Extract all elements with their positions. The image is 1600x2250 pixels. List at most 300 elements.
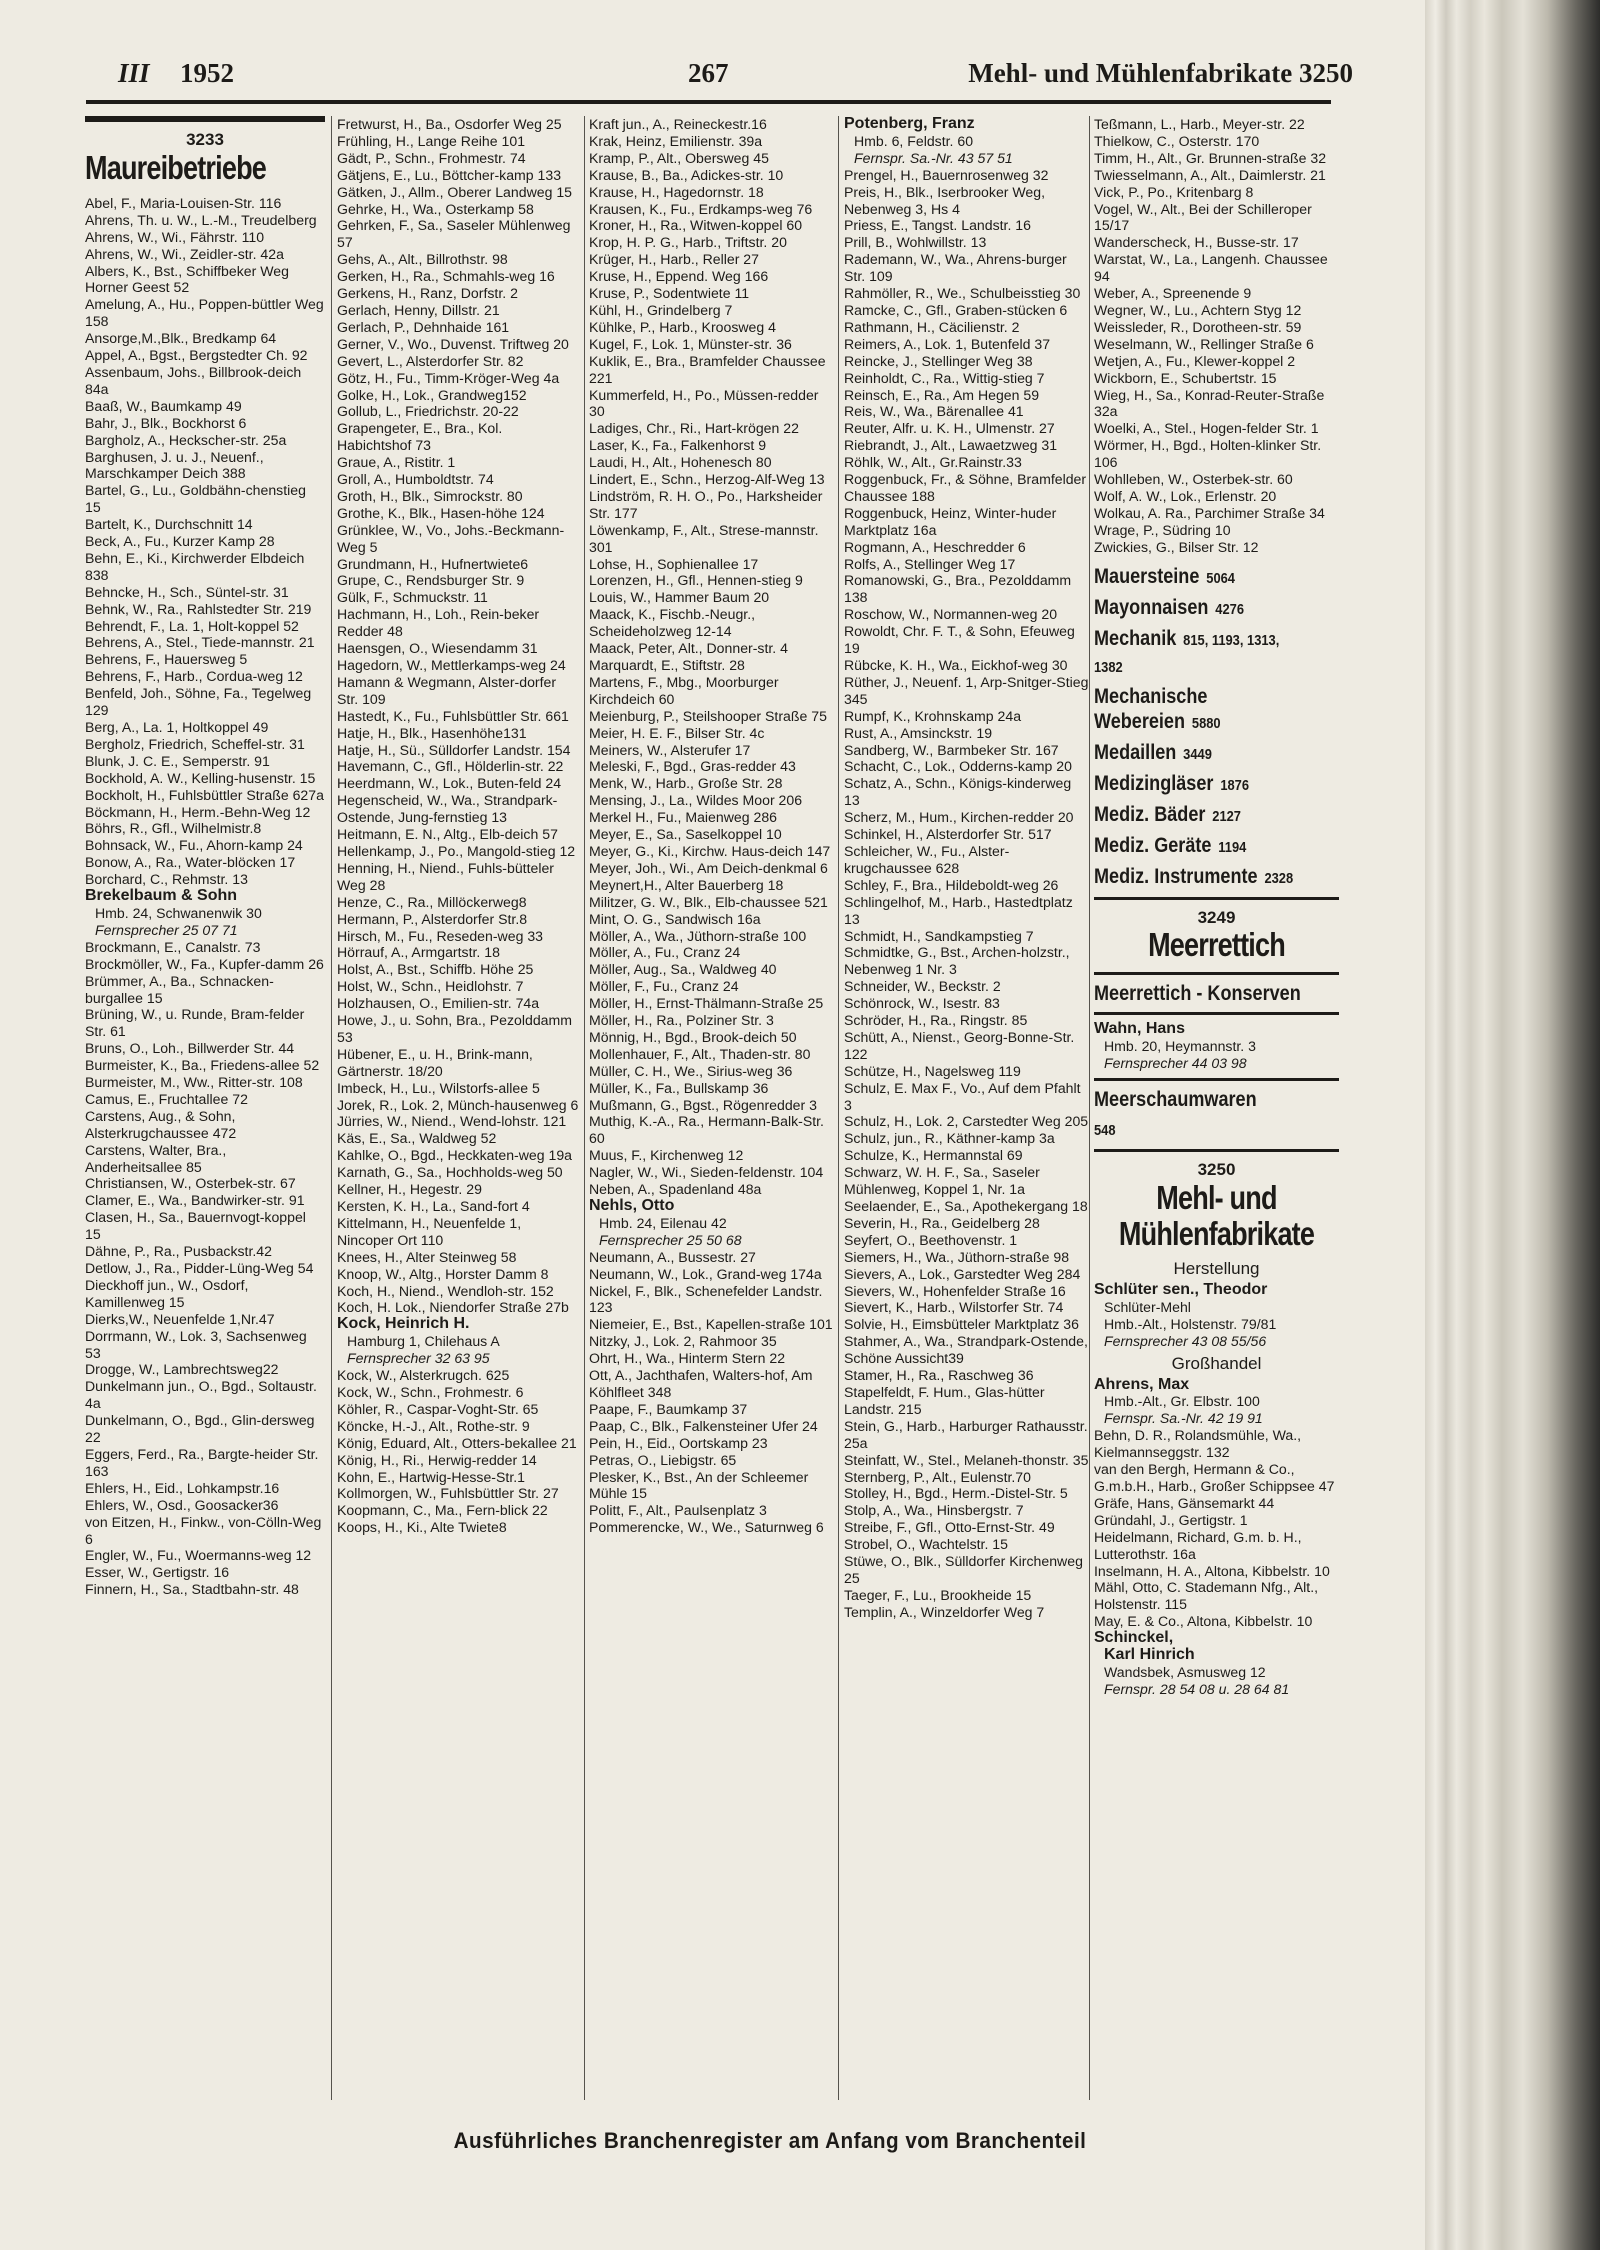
category-number (1094, 1116, 1305, 1143)
entry: Gerken, H., Ra., Schmahls-weg 16 (337, 268, 555, 285)
entry: Dieckhoff jun., W., Osdorf, Kamillenweg 15 (85, 1276, 249, 1310)
entry: Nagler, W., Wi., Sieden-feldenstr. 104 (589, 1164, 824, 1181)
entry: Priess, E., Tangst. Landstr. 16 (844, 217, 1031, 234)
featured-entry-name: Wahn, Hans (1094, 1020, 1185, 1038)
entry: Schulze, K., Hermannstal 69 (844, 1147, 1023, 1164)
entry: Stapelfeldt, F. Hum., Glas-hütter Landstr. 215 (844, 1383, 1045, 1417)
entry: Burmeister, M., Ww., Ritter-str. 108 (85, 1074, 303, 1091)
entry: Inselmann, H. A., Altona, Kibbelstr. 10 (1094, 1562, 1330, 1579)
category-name: Mediz. Geräte (1094, 833, 1212, 857)
entry: Wörmer, H., Bgd., Holten-klinker Str. 106 (1094, 437, 1322, 471)
featured-entry-details (1094, 1299, 1339, 1350)
entry: Henze, C., Ra., Millöckerweg8 (337, 893, 527, 910)
entry: Nitzky, J., Lok. 2, Rahmoor 35 (589, 1333, 777, 1350)
entry: Romanowski, G., Bra., Pezolddamm 138 (844, 572, 1072, 606)
featured-entry-name: Potenberg, Franz (844, 116, 975, 132)
column-4 (843, 116, 1089, 2100)
entry: Behn, E., Ki., Kirchwerder Elbdeich 838 (85, 549, 305, 583)
category-name: Meerschaumwaren (1094, 1088, 1257, 1112)
entry: Schulz, E. Max F., Vo., Auf dem Pfahlt 3 (844, 1079, 1081, 1113)
entry: Gevert, L., Alsterdorfer Str. 82 (337, 352, 524, 369)
category-name: Mechanik (1094, 626, 1177, 650)
entry: Beck, A., Fu., Kurzer Kamp 28 (85, 533, 275, 550)
section-number: 3233 (186, 130, 224, 149)
entry: Meier, H. E. F., Bilser Str. 4c (589, 724, 765, 741)
entry: Brockmann, E., Canalstr. 73 (85, 938, 261, 955)
entry: Wrage, P., Südring 10 (1094, 521, 1231, 538)
entry: Müller, C. H., We., Sirius-weg 36 (589, 1062, 793, 1079)
entry: Stolley, H., Bgd., Herm.-Distel-Str. 5 (844, 1485, 1068, 1502)
entry: Neumann, A., Bussestr. 27 (589, 1248, 756, 1265)
entry: Menk, W., Harb., Große Str. 28 (589, 775, 783, 792)
entry: Gerlach, P., Dehnhaide 161 (337, 318, 510, 335)
category-heading (1094, 833, 1305, 860)
category-name: Medizingläser (1094, 771, 1214, 795)
entry: Gätken, J., Allm., Oberer Landweg 15 (337, 183, 573, 200)
entry: Lorenzen, H., Gfl., Hennen-stieg 9 (589, 572, 803, 589)
entry: Meyer, E., Sa., Saselkoppel 10 (589, 826, 782, 843)
entry: Rumpf, K., Krohnskamp 24a (844, 707, 1022, 724)
entry: Gerkens, H., Ranz, Dorfstr. 2 (337, 285, 518, 302)
featured-entry-details (589, 1215, 834, 1249)
entry: Karnath, G., Sa., Hochholds-weg 50 (337, 1164, 563, 1181)
entry: Behrens, A., Stel., Tiede-mannstr. 21 (85, 634, 315, 651)
category-name: Mauersteine (1094, 564, 1200, 588)
entry: Hirsch, M., Fu., Reseden-weg 33 (337, 927, 544, 944)
entry: Rüther, J., Neuenf. 1, Arp-Snitger-Stieg 345 (844, 673, 1089, 707)
entry: Christiansen, W., Osterbek-str. 67 (85, 1175, 296, 1192)
category-heading (1094, 626, 1305, 680)
featured-entry-details (844, 133, 1089, 167)
entry: Rolfs, A., Stellinger Weg 17 (844, 555, 1016, 572)
entry: Groll, A., Humboldtstr. 74 (337, 471, 494, 488)
entry: Seyfert, O., Beethovenstr. 1 (844, 1231, 1018, 1248)
entry: Haensgen, O., Wiesendamm 31 (337, 640, 538, 657)
entry: Marquardt, E., Stiftstr. 28 (589, 657, 745, 673)
entry-detail: Fernsprecher 43 08 55/56 (1104, 1332, 1267, 1349)
entry: Mollenhauer, F., Alt., Thaden-str. 80 (589, 1045, 811, 1062)
entry: Ahrens, W., Wi., Zeidler-str. 42a (85, 245, 284, 262)
entry: Möller, H., Ernst-Thälmann-Straße 25 (589, 995, 824, 1012)
entry: Bergholz, Friedrich, Scheffel-str. 31 (85, 735, 305, 752)
entry: Schacht, C., Lok., Odderns-kamp 20 (844, 758, 1072, 775)
category-heading (1094, 1087, 1305, 1112)
entry: Kollmorgen, W., Fuhlsbüttler Str. 27 (337, 1485, 559, 1502)
entry: Wickborn, E., Schubertstr. 15 (1094, 369, 1277, 386)
featured-entry-details (1094, 1664, 1339, 1698)
entry: Kramp, P., Alt., Obersweg 45 (589, 149, 769, 166)
entry: Möller, F., Fu., Cranz 24 (589, 978, 739, 995)
entry: Weselmann, W., Rellinger Straße 6 (1094, 335, 1314, 352)
category-ref: 2328 (1264, 869, 1294, 887)
entry: Holzhausen, O., Emilien-str. 74a (337, 995, 540, 1012)
entry: Kittelmann, H., Neuenfelde 1, Nincoper Ort 110 (337, 1214, 522, 1248)
column-divider (838, 116, 839, 2100)
column-1 (84, 116, 325, 2100)
entry: Weissleder, R., Dorotheen-str. 59 (1094, 318, 1302, 335)
category-ref: 2127 (1212, 807, 1241, 825)
entry: Hatje, H., Blk., Hasenhöhe131 (337, 724, 527, 741)
entry: Gehrken, F., Sa., Saseler Mühlenweg 57 (337, 217, 571, 251)
entry: Burmeister, K., Ba., Friedens-allee 52 (85, 1057, 320, 1074)
entry: Hellenkamp, J., Po., Mangold-stieg 12 (337, 842, 576, 859)
entry: Schmidt, H., Sandkampstieg 7 (844, 927, 1034, 944)
entry: Templin, A., Winzeldorfer Weg 7 (844, 1603, 1045, 1620)
entry: Möller, A., Wa., Jüthorn-straße 100 (589, 927, 807, 944)
entry-detail: Hmb.-Alt., Gr. Elbstr. 100 (1104, 1393, 1260, 1410)
category-name: Mechanische Webereien (1094, 684, 1208, 733)
entry: Holst, A., Bst., Schiffb. Höhe 25 (337, 961, 534, 978)
column-2 (336, 116, 579, 2100)
entry: Appel, A., Bgst., Bergstedter Ch. 92 (85, 347, 308, 364)
section-rule (1094, 972, 1339, 975)
entry: Mensing, J., La., Wildes Moor 206 (589, 792, 803, 809)
section-number: 3250 (1197, 1160, 1236, 1180)
entry-detail: Fernsprecher 25 07 71 (95, 921, 238, 938)
entry: Hastedt, K., Fu., Fuhlsbüttler Str. 661 (337, 707, 569, 724)
volume-number: III (118, 58, 150, 88)
featured-entry-details (1094, 1393, 1339, 1427)
entry: Sandberg, W., Barmbeker Str. 167 (844, 741, 1059, 758)
entry: Hermann, P., Alsterdorfer Str.8 (337, 910, 528, 927)
entry-list (1094, 116, 1339, 556)
entry: Hegenscheid, W., Wa., Strandpark-Ostende, Jung-fernstieg 13 (337, 792, 558, 826)
entry: Detlow, J., Ra., Pidder-Lüng-Weg 54 (85, 1260, 314, 1276)
entry: Militzer, G. W., Blk., Elb-chaussee 521 (589, 893, 828, 910)
entry: Siemers, H., Wa., Jüthorn-straße 98 (844, 1248, 1070, 1265)
entry: Ehlers, W., Osd., Goosacker36 (85, 1496, 279, 1513)
entry: Paape, F., Baumkamp 37 (589, 1400, 748, 1417)
entry: Jorek, R., Lok. 2, Münch-hausenweg 6 (337, 1096, 579, 1113)
subsection-label: Großhandel (1171, 1353, 1262, 1373)
category-name: Mediz. Bäder (1094, 802, 1206, 826)
entry: Solvie, H., Eimsbütteler Marktplatz 36 (844, 1316, 1079, 1333)
category-heading (1094, 802, 1305, 829)
entry: Maack, Peter, Alt., Donner-str. 4 (589, 640, 788, 657)
entry: Dorrmann, W., Lok. 3, Sachsenweg 53 (85, 1327, 307, 1361)
entry: Schneider, W., Beckstr. 2 (844, 978, 1001, 995)
entry: Gätjens, E., Lu., Böttcher-kamp 133 (337, 166, 562, 183)
entry: Mähl, Otto, C. Stademann Nfg., Alt., Holstenstr. 115 (1094, 1579, 1319, 1613)
entry: Muus, F., Kirchenweg 12 (589, 1147, 744, 1164)
section-rule (85, 116, 325, 122)
page-number: 267 (688, 58, 729, 88)
entry: Reincke, J., Stellinger Weg 38 (844, 352, 1033, 369)
column-divider (1089, 116, 1090, 2100)
entry: Lindert, E., Schn., Herzog-Alf-Weg 13 (589, 471, 825, 488)
entry: Prengel, H., Bauernrosenweg 32 (844, 166, 1049, 183)
entry-detail: Fernspr. 28 54 08 u. 28 64 81 (1104, 1680, 1290, 1697)
entry: König, H., Ri., Herwig-redder 14 (337, 1451, 537, 1468)
entry: Rademann, W., Wa., Ahrens-burger Str. 109 (844, 251, 1067, 285)
featured-entry-name: Ahrens, Max (1094, 1375, 1190, 1393)
entry: Neumann, W., Lok., Grand-weg 174a (589, 1265, 822, 1282)
entry: Brüning, W., u. Runde, Bram-felder Str. 61 (85, 1006, 305, 1040)
entry: Gülk, F., Schmuckstr. 11 (337, 589, 488, 606)
year: 1952 (180, 58, 234, 88)
entry: Heidelmann, Richard, G.m. b. H., Lutterothstr. 16a (1094, 1528, 1302, 1562)
category-heading (1094, 684, 1305, 736)
subsection-heading: Meerrettich - Konserven (1094, 982, 1301, 1006)
category-ref: 548 (1094, 1122, 1116, 1140)
entry: Krak, Heinz, Emilienstr. 39a (589, 132, 763, 149)
entry: Stüwe, O., Blk., Sülldorfer Kirchenweg 25 (844, 1553, 1083, 1586)
entry: Behn, D. R., Rolandsmühle, Wa., Kielmannseggstr. 132 (1094, 1427, 1302, 1461)
entry: Kahlke, O., Bgd., Heckkaten-weg 19a (337, 1147, 573, 1164)
entry: Carstens, Aug., & Sohn, Alsterkrugchaussee 472 (85, 1107, 237, 1141)
entry: Böckmann, H., Herm.-Behn-Weg 12 (85, 803, 311, 820)
entry: Stamer, H., Ra., Raschweg 36 (844, 1367, 1034, 1384)
entry: Kuklik, E., Bra., Bramfelder Chaussee 221 (589, 352, 826, 386)
entry: Bartelt, K., Durchschnitt 14 (85, 516, 253, 533)
section-heading: Mühlenfabrikate (1118, 1215, 1315, 1253)
entry: Bruns, O., Loh., Billwerder Str. 44 (85, 1040, 295, 1057)
category-name: Medaillen (1094, 740, 1177, 764)
entry: Wolkau, A. Ra., Parchimer Straße 34 (1094, 504, 1325, 521)
entry: Hatje, H., Sü., Sülldorfer Landstr. 154 (337, 741, 571, 758)
entry: Dierks,W., Neuenfelde 1,Nr.47 (85, 1310, 275, 1327)
entry-list (589, 116, 834, 1198)
entry: Amelung, A., Hu., Poppen-büttler Weg 158 (85, 296, 324, 330)
entry: Dunkelmann jun., O., Bgd., Soltaustr. 4a (85, 1378, 317, 1412)
entry: Kroner, H., Ra., Witwen-koppel 60 (589, 217, 803, 234)
entry: Käs, E., Sa., Waldweg 52 (337, 1130, 497, 1147)
entry: Schulz, H., Lok. 2, Carstedter Weg 205 (844, 1113, 1089, 1130)
entry: Mönnig, H., Bgd., Brook-deich 50 (589, 1028, 797, 1045)
entry: Mint, O. G., Sandwisch 16a (589, 910, 761, 927)
entry: Knoop, W., Altg., Horster Damm 8 (337, 1265, 549, 1282)
entry: Laudi, H., Alt., Hohenesch 80 (589, 454, 772, 471)
entry-detail: Fernsprecher 25 50 68 (599, 1231, 742, 1248)
entry: Grundmann, H., Hufnertwiete6 (337, 555, 529, 572)
entry: Kugel, F., Lok. 1, Münster-str. 36 (589, 335, 792, 352)
entry: Pommerencke, W., We., Saturnweg 6 (589, 1519, 824, 1536)
entry: Louis, W., Hammer Baum 20 (589, 589, 770, 606)
entry-list (85, 939, 325, 1598)
entry: Reinholdt, C., Ra., Wittig-stieg 7 (844, 369, 1045, 386)
entry: Köncke, H.-J., Alt., Rothe-str. 9 (337, 1417, 530, 1434)
entry: Wolf, A. W., Lok., Erlenstr. 20 (1094, 487, 1277, 504)
entry: Steinfatt, W., Stel., Melaneh-thonstr. 35 (844, 1451, 1089, 1468)
entry: Ahrens, W., Wi., Fährstr. 110 (85, 228, 265, 245)
page-header (118, 58, 1353, 98)
entry: Krüger, H., Harb., Reller 27 (589, 251, 759, 268)
entry: Möller, H., Ra., Polziner Str. 3 (589, 1012, 774, 1029)
entry: Rowoldt, Chr. F. T., & Sohn, Efeuweg 19 (844, 623, 1075, 657)
entry: Paap, C., Blk., Falkensteiner Ufer 24 (589, 1417, 818, 1434)
entry: Grünklee, W., Vo., Johs.-Beckmann-Weg 5 (337, 521, 565, 555)
entry: Barghusen, J. u. J., Neuenf., Marschkamper Deich 388 (85, 448, 264, 482)
entry: Warstat, W., La., Langenh. Chaussee 94 (1094, 251, 1328, 285)
entry: Wohlleben, W., Osterbek-str. 60 (1094, 471, 1293, 488)
subsection-label: Herstellung (1173, 1259, 1260, 1279)
entry: von Eitzen, H., Finkw., von-Cölln-Weg 6 (85, 1513, 322, 1547)
entry: Havemann, C., Gfl., Hölderlin-str. 22 (337, 758, 564, 775)
entry: Schönrock, W., Isestr. 83 (844, 995, 1000, 1012)
entry: Ohrt, H., Wa., Hinterm Stern 22 (589, 1350, 786, 1367)
entry: Heitmann, E. N., Altg., Elb-deich 57 (337, 826, 558, 843)
entry: Ladiges, Chr., Ri., Hart-krögen 22 (589, 420, 799, 437)
entry: Gräfe, Hans, Gänsemarkt 44 (1094, 1494, 1275, 1511)
column-divider (584, 116, 585, 2100)
featured-entry-details (337, 1333, 579, 1367)
column-5 (1093, 116, 1339, 2100)
entry-detail: Hmb.-Alt., Holstenstr. 79/81 (1104, 1315, 1277, 1332)
entry: Schröder, H., Ra., Ringstr. 85 (844, 1012, 1028, 1029)
entry: Martens, F., Mbg., Moorburger Kirchdeich 60 (589, 673, 779, 707)
entry-detail: Hmb. 24, Schwanenwik 30 (95, 904, 262, 921)
entry: Bartel, G., Lu., Goldbähn-chenstieg 15 (85, 482, 306, 516)
entry: Meyer, Joh., Wi., Am Deich-denkmal 6 (589, 859, 828, 876)
section-heading: Mehl- und (1156, 1179, 1277, 1217)
category-heading (1094, 771, 1305, 798)
entry: Möller, Aug., Sa., Waldweg 40 (589, 961, 777, 978)
entry: Mußmann, G., Bgst., Rögenredder 3 (589, 1096, 817, 1113)
entry: Koch, H., Niend., Wendloh-str. 152 (337, 1282, 554, 1299)
entry: Koch, H. Lok., Niendorfer Straße 27b (337, 1299, 569, 1316)
entry: Kummerfeld, H., Po., Müssen-redder 30 (589, 386, 819, 420)
entry: Rathmann, H., Cäcilienstr. 2 (844, 318, 1020, 335)
entry: Schmidtke, G., Bst., Archen-holzstr., Nebenweg 1 Nr. 3 (844, 944, 1070, 978)
entry: Behrens, F., Harb., Cordua-weg 12 (85, 668, 303, 685)
entry: Röhlk, W., Alt., Gr.Rainstr.33 (844, 454, 1022, 471)
entry: Vick, P., Po., Kritenbarg 8 (1094, 183, 1254, 200)
entry-detail: Hmb. 24, Eilenau 42 (599, 1214, 727, 1231)
entry: Finnern, H., Sa., Stadtbahn-str. 48 (85, 1581, 299, 1598)
category-ref: 4276 (1215, 600, 1245, 618)
entry: Götz, H., Fu., Timm-Kröger-Weg 4a (337, 369, 560, 386)
entry: Ahrens, Th. u. W., L.-M., Treudelberg (85, 211, 317, 228)
entry: Roschow, W., Normannen-weg 20 (844, 606, 1058, 623)
entry: Clasen, H., Sa., Bauernvogt-koppel 15 (85, 1209, 306, 1243)
entry: Prill, B., Wohlwillstr. 13 (844, 234, 987, 251)
entry: Hübener, E., u. H., Brink-mann, Gärtnerstr. 18/20 (337, 1045, 533, 1079)
entry: Twiesselmann, A., Alt., Daimlerstr. 21 (1094, 166, 1326, 183)
entry: Kellner, H., Hegestr. 29 (337, 1181, 482, 1198)
entry: Bahr, J., Blk., Bockhorst 6 (85, 414, 247, 431)
entry: Drogge, W., Lambrechtsweg22 (85, 1361, 279, 1378)
entry: Hagedorn, W., Mettlerkamps-weg 24 (337, 657, 566, 673)
entry: Strobel, O., Wachtelstr. 15 (844, 1536, 1008, 1553)
featured-entry-name: Nehls, Otto (589, 1197, 675, 1214)
entry: Meiners, W., Alsterufer 17 (589, 741, 751, 758)
entry: Nickel, F., Blk., Schenefelder Landstr. 123 (589, 1282, 823, 1316)
entry-detail: Hmb. 6, Feldstr. 60 (854, 132, 974, 149)
entry: Scherz, M., Hum., Kirchen-redder 20 (844, 809, 1074, 826)
column-divider (331, 116, 332, 2100)
entry-list (85, 195, 325, 888)
entry: Grothe, K., Blk., Hasen-höhe 124 (337, 504, 545, 521)
category-heading (1094, 564, 1305, 591)
entry: Wieg, H., Sa., Konrad-Reuter-Straße 32a (1094, 386, 1325, 420)
entry: Grapengeter, E., Bra., Kol. Habichtshof 73 (337, 420, 503, 454)
entry: Kraft jun., A., Reineckestr.16 (589, 116, 767, 132)
entry: Meienburg, P., Steilshooper Straße 75 (589, 707, 827, 724)
entry: Timm, H., Alt., Gr. Brunnen-straße 32 (1094, 149, 1327, 166)
entry: Rahmöller, R., We., Schulbeisstieg 30 (844, 285, 1081, 302)
entry: Bockhold, A. W., Kelling-husenstr. 15 (85, 769, 316, 786)
entry: Schütt, A., Nienst., Georg-Bonne-Str. 122 (844, 1028, 1075, 1062)
page-edge (1425, 0, 1600, 2250)
entry: Abel, F., Maria-Louisen-Str. 116 (85, 194, 282, 211)
category-heading (1094, 740, 1305, 767)
entry: Gründahl, J., Gertigstr. 1 (1094, 1511, 1248, 1528)
entry: Jürries, W., Niend., Wend-lohstr. 121 (337, 1113, 567, 1130)
entry: Grupe, C., Rendsburger Str. 9 (337, 572, 525, 589)
entry: Streibe, F., Gfl., Otto-Ernst-Str. 49 (844, 1519, 1055, 1536)
entry: Politt, F., Alt., Paulsenplatz 3 (589, 1502, 767, 1519)
entry: Schütze, H., Nagelsweg 119 (844, 1062, 1021, 1079)
entry: Baaß, W., Baumkamp 49 (85, 397, 242, 414)
category-list (1094, 564, 1339, 891)
entry: Imbeck, H., Lu., Wilstorfs-allee 5 (337, 1079, 540, 1096)
entry: Ott, A., Jachthafen, Walters-hof, Am Köhlfleet 348 (589, 1367, 813, 1400)
entry-detail: Schlüter-Mehl (1104, 1298, 1191, 1315)
entry: Kock, W., Alsterkrugch. 625 (337, 1367, 510, 1384)
entry: Reimers, A., Lok. 1, Butenfeld 37 (844, 335, 1051, 352)
entry: Fretwurst, H., Ba., Osdorfer Weg 25 (337, 116, 562, 132)
entry: Taeger, F., Lu., Brookheide 15 (844, 1586, 1032, 1603)
entry: Rübcke, K. H., Wa., Eickhof-weg 30 (844, 657, 1068, 673)
entry: Reuter, Alfr. u. K. H., Ulmenstr. 27 (844, 420, 1055, 437)
entry: Reinsch, E., Ra., Am Hegen 59 (844, 386, 1040, 403)
category-ref: 815, 1193, 1313, 1382 (1094, 631, 1280, 676)
entry: Blunk, J. C. E., Semperstr. 91 (85, 752, 270, 769)
entry: Brockmöller, W., Fa., Kupfer-damm 26 (85, 955, 324, 972)
featured-entry-name: Brekelbaum & Sohn (85, 887, 238, 905)
entry: Assenbaum, Johs., Billbrook-deich 84a (85, 363, 302, 397)
entry: Kühlke, P., Harb., Kroosweg 4 (589, 318, 776, 335)
entry: Meynert,H., Alter Bauerberg 18 (589, 876, 784, 893)
entry: Schleicher, W., Fu., Alster-krugchaussee 628 (844, 842, 1010, 876)
category-name: Mediz. Instrumente (1094, 864, 1258, 888)
section-rule (1094, 1149, 1339, 1152)
entry: Borchard, C., Rehmstr. 13 (85, 871, 248, 888)
entry: Gädt, P., Schn., Frohmestr. 74 (337, 149, 526, 166)
entry: Gehs, A., Alt., Billrothstr. 98 (337, 251, 508, 268)
entry: van den Bergh, Hermann & Co., G.m.b.H., Harb., Großer Schippsee 47 (1094, 1461, 1335, 1494)
entry: Pein, H., Eid., Oortskamp 23 (589, 1434, 768, 1451)
entry: Behncke, H., Sch., Süntel-str. 31 (85, 583, 289, 600)
entry: Sievert, K., Harb., Wilstorfer Str. 74 (844, 1299, 1064, 1316)
entry: Meyer, G., Ki., Kirchw. Haus-deich 147 (589, 842, 831, 859)
entry: Bohnsack, W., Fu., Ahorn-kamp 24 (85, 837, 303, 854)
entry: Bargholz, A., Heckscher-str. 25a (85, 431, 287, 448)
entry-list (1094, 1427, 1339, 1630)
entry: Kohn, E., Hartwig-Hesse-Str.1 (337, 1468, 525, 1485)
entry: Riebrandt, J., Alt., Lawaetzweg 31 (844, 437, 1058, 454)
featured-entry-name: Schlüter sen., Theodor (1094, 1281, 1268, 1298)
entry: Holst, W., Schn., Heidlohstr. 7 (337, 978, 524, 995)
entry: Schwarz, W. H. F., Sa., Saseler Mühlenweg, Koppel 1, Nr. 1a (844, 1164, 1040, 1198)
entry: Schlingelhof, M., Harb., Hastedtplatz 13 (844, 893, 1073, 927)
entry: Schatz, A., Schn., Königs-kinderweg 13 (844, 775, 1072, 809)
featured-entry-name: Kock, Heinrich H. (337, 1315, 470, 1333)
entry: Koopmann, C., Ma., Fern-blick 22 (337, 1502, 548, 1519)
entry: Laser, K., Fa., Falkenhorst 9 (589, 437, 767, 454)
entry: Camus, E., Fruchtallee 72 (85, 1090, 248, 1107)
entry: May, E. & Co., Altona, Kibbelstr. 10 (1094, 1613, 1313, 1630)
entry: Albers, K., Bst., Schiffbeker Weg Horner Geest 52 (85, 262, 289, 296)
entry: Roggenbuck, Fr., & Söhne, Bramfelder Chaussee 188 (844, 471, 1087, 504)
entry: Koops, H., Ki., Alte Twiete8 (337, 1519, 507, 1536)
entry-list (589, 1249, 834, 1536)
entry: Behrens, F., Hauersweg 5 (85, 651, 248, 668)
entry: Woelki, A., Stel., Hogen-felder Str. 1 (1094, 420, 1319, 437)
entry: Lindström, R. H. O., Po., Harksheider Str. 177 (589, 487, 823, 521)
entry: Ramcke, C., Gfl., Graben-stücken 6 (844, 301, 1068, 318)
entry: Preis, H., Blk., Iserbrooker Weg, Nebenweg 3, Hs 4 (844, 183, 1046, 217)
